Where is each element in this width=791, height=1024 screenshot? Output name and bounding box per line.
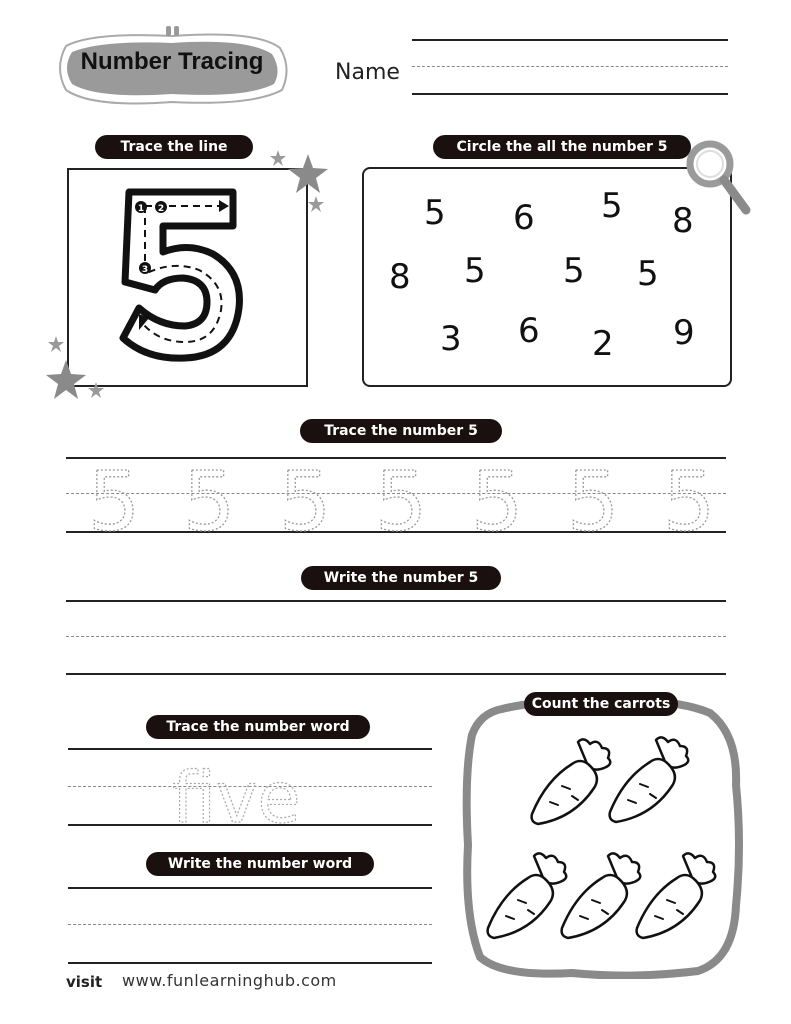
star-icon <box>266 148 330 218</box>
write-word-top-line[interactable] <box>68 887 432 889</box>
trace-step-3: 3 <box>141 265 149 275</box>
page-title: Number Tracing <box>80 48 264 75</box>
circle-digit[interactable]: 9 <box>673 313 695 353</box>
name-line-mid <box>412 66 728 67</box>
circle-digit[interactable]: 8 <box>672 201 694 241</box>
write-word-mid-line <box>68 924 432 925</box>
trace-digit: 5 <box>663 458 716 532</box>
circle-digit[interactable]: 5 <box>637 254 659 294</box>
trace-digit: 5 <box>279 458 332 532</box>
carrot-icon <box>528 736 618 828</box>
circle-digit[interactable]: 5 <box>424 193 446 233</box>
trace-digit: 5 <box>88 458 141 532</box>
circle-digit[interactable]: 5 <box>563 251 585 291</box>
circle-digit[interactable]: 6 <box>513 198 535 238</box>
section-pill-write-word: Write the number word <box>146 852 374 876</box>
trace-digit: 5 <box>375 458 428 532</box>
circle-digit[interactable]: 5 <box>464 251 486 291</box>
trace-digit: 5 <box>183 458 236 532</box>
write-row-top-line[interactable] <box>66 600 726 602</box>
big-five-outline <box>115 186 245 366</box>
trace-step-2: 2 <box>157 204 165 214</box>
name-line-top <box>412 39 728 41</box>
magnifier-icon <box>684 136 754 220</box>
section-pill-write-number: Write the number 5 <box>301 566 501 590</box>
star-icon <box>42 334 110 406</box>
circle-digits-box <box>362 167 732 387</box>
name-line-bottom <box>412 93 728 95</box>
circle-digit[interactable]: 8 <box>389 257 411 297</box>
write-row-mid-line <box>66 636 726 637</box>
circle-digit[interactable]: 2 <box>592 324 614 364</box>
section-pill-trace-line: Trace the line <box>95 135 253 159</box>
carrot-icon <box>633 850 723 942</box>
section-pill-trace-word: Trace the number word <box>146 715 370 739</box>
footer-visit-label: visit <box>66 973 103 991</box>
circle-digit[interactable]: 5 <box>601 186 623 226</box>
circle-digit[interactable]: 6 <box>518 311 540 351</box>
trace-step-1: 1 <box>137 204 145 214</box>
trace-digit: 5 <box>471 458 524 532</box>
circle-digit[interactable]: 3 <box>440 319 462 359</box>
trace-digit: 5 <box>567 458 620 532</box>
carrot-icon <box>606 734 696 826</box>
trace-word <box>168 748 348 826</box>
trace-digits-row <box>66 458 726 532</box>
trace-word-text: five <box>172 757 301 826</box>
footer-url-link[interactable]: www.funlearninghub.com <box>122 971 337 990</box>
write-word-bottom-line[interactable] <box>68 962 432 964</box>
name-label: Name <box>335 60 400 85</box>
section-pill-trace-number: Trace the number 5 <box>300 419 502 443</box>
section-pill-count: Count the carrots <box>524 692 678 716</box>
section-pill-circle: Circle the all the number 5 <box>433 135 691 159</box>
write-row-bottom-line[interactable] <box>66 673 726 675</box>
